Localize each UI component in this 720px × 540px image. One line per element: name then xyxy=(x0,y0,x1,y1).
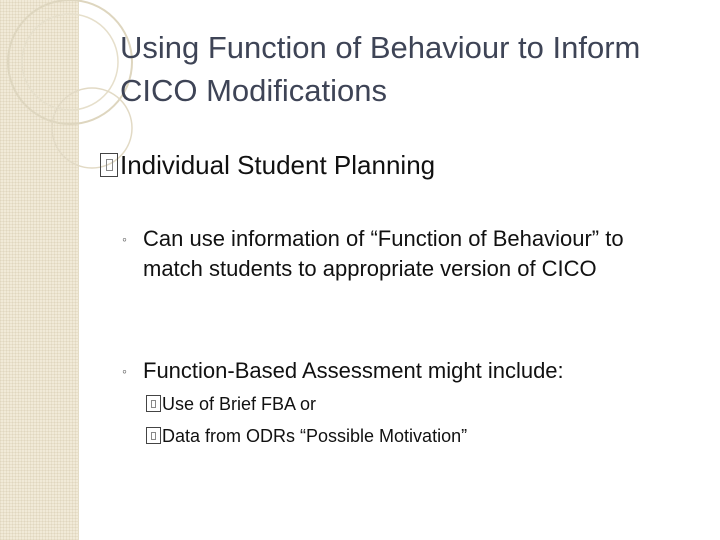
missing-glyph-box-icon xyxy=(146,427,161,444)
bullet-level3-text: Data from ODRs “Possible Motivation” xyxy=(162,426,468,446)
hollow-circle-bullet-icon: ◦ xyxy=(122,363,127,379)
bullet-level1-text: Individual Student Planning xyxy=(120,150,436,180)
bullet-level3-brief-fba xyxy=(146,393,316,415)
bullet-level2-function-info xyxy=(122,224,682,284)
bullet-level2-text: Function-Based Assessment might include: xyxy=(143,358,564,383)
bullet-level2-assessment xyxy=(122,356,682,386)
bullet-level3-odr-data xyxy=(146,425,467,447)
slide-title: Using Function of Behaviour to Inform CICO Modifications xyxy=(120,30,641,108)
bullet-level1 xyxy=(100,150,435,181)
bullet-level2-text: Can use information of “Function of Behaviour” to match students to appropriate version of CICO xyxy=(143,226,624,281)
hollow-circle-bullet-icon: ◦ xyxy=(122,231,127,247)
bullet-level3-text: Use of Brief FBA or xyxy=(162,394,317,414)
missing-glyph-box-icon xyxy=(100,153,118,177)
missing-glyph-box-icon xyxy=(146,395,161,412)
